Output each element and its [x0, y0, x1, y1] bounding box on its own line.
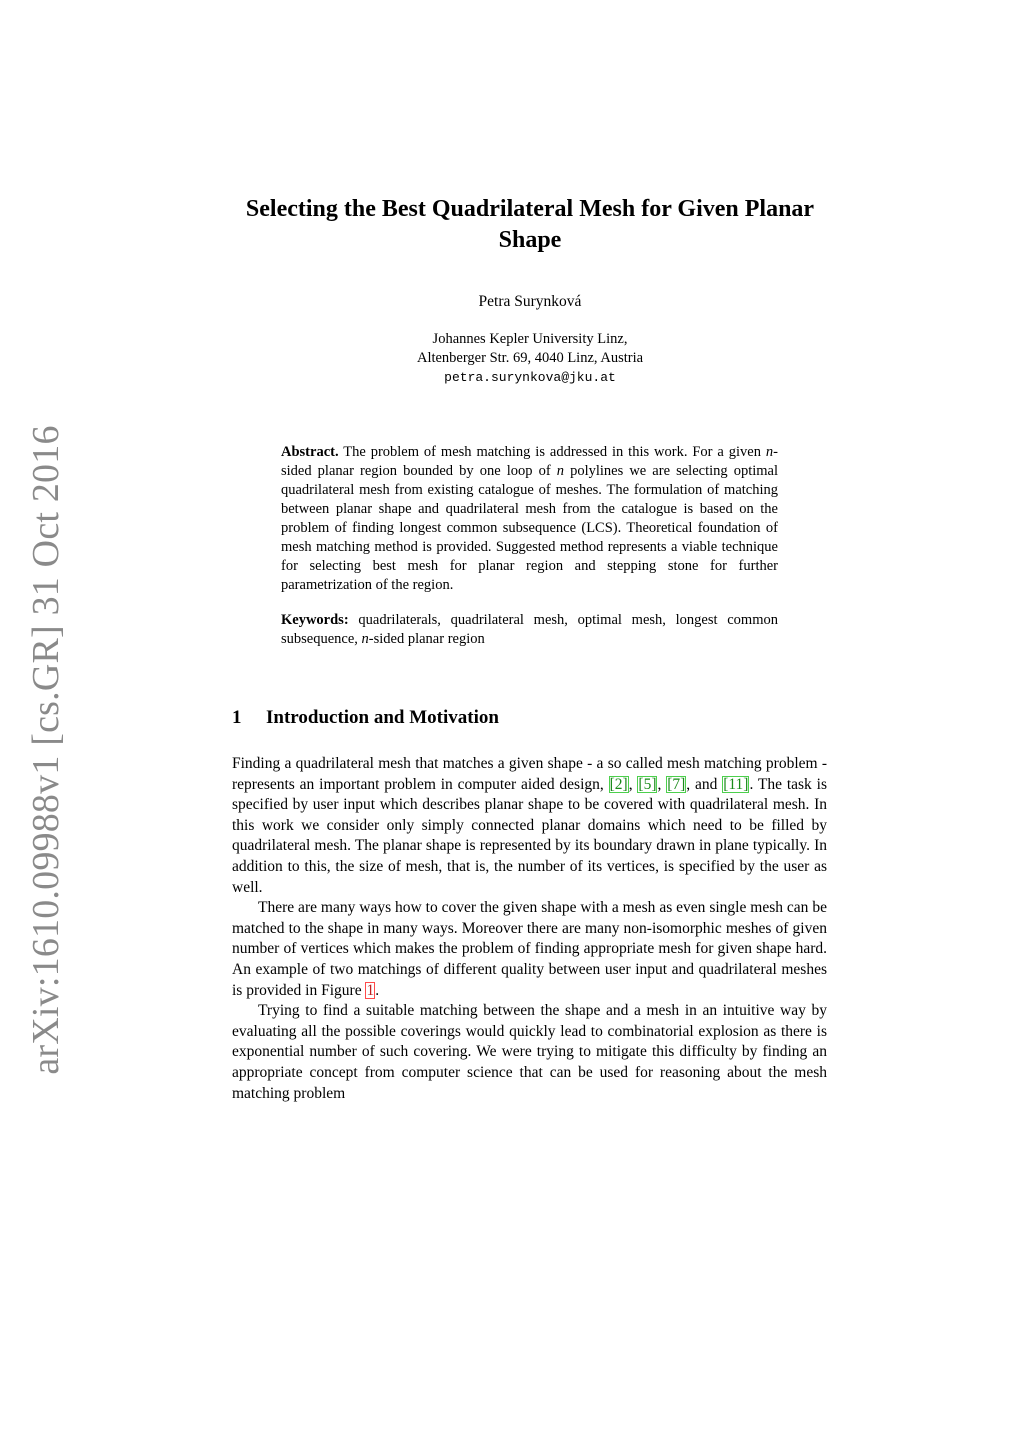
- author-email[interactable]: petra.surynkova@jku.at: [444, 370, 616, 385]
- paragraph1-sep2: ,: [657, 775, 667, 793]
- keywords-text-a: quadrilaterals, quadrilateral mesh, optimal mesh, longest common subsequence,: [281, 612, 778, 647]
- citation-link[interactable]: [7]: [667, 775, 686, 793]
- section-number: 1: [232, 707, 242, 728]
- keywords-paragraph: [281, 611, 778, 649]
- abstract-label: Abstract.: [281, 444, 339, 460]
- citation-link[interactable]: [5]: [638, 775, 657, 793]
- paragraph-1: [232, 754, 827, 898]
- paragraph-2: [232, 898, 827, 1001]
- paragraph1-text-b: . The task is specified by user input which describes planar shape to be covered with quadrilateral mesh. In this work we consider only simply connected planar domains which need to be filled by quadrilateral mesh. The planar shape is represented by its boundary drawn in plane typically. In addition to this, the size of mesh, that is, the number of its vertices, is specified by the user as well.: [232, 775, 827, 896]
- keywords-label: Keywords:: [281, 612, 349, 628]
- paragraph1-sep3: , and: [686, 775, 723, 793]
- citation-link[interactable]: [11]: [723, 775, 749, 793]
- abstract-paragraph: [281, 443, 778, 595]
- paragraph2-text-a: There are many ways how to cover the given shape with a mesh as even single mesh can be matched to the shape in many ways. Moreover there are many non-isomorphic meshes of given number of vertices which makes the problem of finding appropriate mesh for given shape hard. An example of two matchings of different quality between user input and quadrilateral meshes is provided in Figure: [232, 899, 827, 999]
- body-text: [232, 754, 827, 1104]
- figure-ref-link[interactable]: 1: [366, 981, 375, 999]
- citation-link[interactable]: [2]: [609, 775, 628, 793]
- paragraph2-text-b: .: [375, 981, 380, 999]
- paragraph1-sep1: ,: [628, 775, 638, 793]
- affiliation-block: [212, 330, 848, 387]
- abstract-block: [281, 443, 778, 649]
- paragraph-3: Trying to find a suitable matching between the shape and a mesh in an intuitive way by evaluating all the possible coverings would quickly lead to combinatorial explosion as there is exponential number of such covering. We were trying to mitigate this difficulty by finding an appropriate concept from computer science that can be used for reasoning about the mesh matching problem: [232, 1002, 827, 1102]
- author-name: Petra Surynková: [478, 293, 582, 310]
- section-heading: [232, 707, 499, 729]
- paper-title: Selecting the Best Quadrilateral Mesh for Given Planar Shape: [245, 196, 815, 253]
- abstract-text-a: The problem of mesh matching is addressed in this work. For a given: [338, 444, 766, 460]
- affiliation-line1: Johannes Kepler University Linz,: [432, 331, 628, 347]
- section-title: Introduction and Motivation: [266, 707, 499, 728]
- abstract-n2: n: [556, 463, 564, 479]
- keywords-n: n: [361, 631, 369, 647]
- abstract-text-b: -sided planar region bounded by one loop of: [281, 444, 778, 479]
- abstract-n1: n: [765, 444, 774, 460]
- keywords-text-b: -sided planar region: [368, 631, 485, 647]
- abstract-text-c: polylines we are selecting optimal quadrilateral mesh from existing catalogue of meshes. The formulation of matching between planar shape and quadrilateral mesh from the catalogue is based on the problem of finding longest common subsequence (LCS). Theoretical foundation of mesh matching method is provided. Suggested method represents a viable technique for selecting best mesh for planar region and stepping stone for further parametrization of the region.: [281, 463, 779, 593]
- paragraph1-text-a: Finding a quadrilateral mesh that matches a given shape - a so called mesh matching problem - represents an important problem in computer aided design,: [232, 755, 827, 793]
- affiliation-line2: Altenberger Str. 69, 4040 Linz, Austria: [416, 350, 644, 366]
- arxiv-stamp: arXiv:1610.09988v1 [cs.GR] 31 Oct 2016: [25, 425, 67, 1075]
